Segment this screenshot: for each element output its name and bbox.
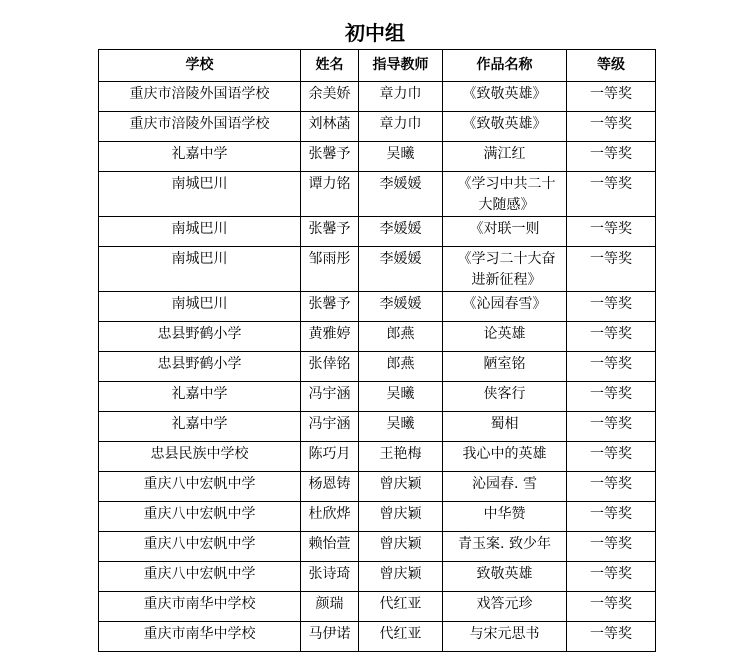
cell-work: 侠客行 xyxy=(443,382,567,412)
cell-work: 中华赞 xyxy=(443,502,567,532)
cell-level: 一等奖 xyxy=(567,382,656,412)
table-row xyxy=(99,172,656,217)
cell-teacher: 吴曦 xyxy=(359,142,443,172)
table-row xyxy=(99,322,656,352)
cell-teacher: 代红亚 xyxy=(359,592,443,622)
cell-work: 《沁园春雪》 xyxy=(443,292,567,322)
table-row xyxy=(99,562,656,592)
cell-school: 忠县民族中学校 xyxy=(99,442,301,472)
cell-work: 《致敬英雄》 xyxy=(443,82,567,112)
cell-school: 南城巴川 xyxy=(99,217,301,247)
cell-name: 杜欣烨 xyxy=(301,502,359,532)
cell-level: 一等奖 xyxy=(567,442,656,472)
cell-school: 忠县野鹤小学 xyxy=(99,352,301,382)
cell-work: 《对联一则 xyxy=(443,217,567,247)
cell-teacher: 李媛媛 xyxy=(359,217,443,247)
cell-name: 余美娇 xyxy=(301,82,359,112)
cell-school: 重庆八中宏帆中学 xyxy=(99,562,301,592)
cell-work: 沁园春. 雪 xyxy=(443,472,567,502)
cell-level: 一等奖 xyxy=(567,592,656,622)
cell-work: 论英雄 xyxy=(443,322,567,352)
cell-work: 《致敬英雄》 xyxy=(443,112,567,142)
cell-school: 南城巴川 xyxy=(99,247,301,292)
cell-name: 马伊诺 xyxy=(301,622,359,652)
table-row xyxy=(99,217,656,247)
header-name: 姓名 xyxy=(301,50,359,82)
cell-teacher: 王艳梅 xyxy=(359,442,443,472)
table-header-row xyxy=(99,50,656,82)
cell-level: 一等奖 xyxy=(567,172,656,217)
cell-work: 青玉案. 致少年 xyxy=(443,532,567,562)
table-row xyxy=(99,142,656,172)
cell-work: 致敬英雄 xyxy=(443,562,567,592)
cell-school: 礼嘉中学 xyxy=(99,382,301,412)
cell-teacher: 吴曦 xyxy=(359,382,443,412)
cell-teacher: 郎燕 xyxy=(359,352,443,382)
table-row xyxy=(99,502,656,532)
cell-teacher: 章力巾 xyxy=(359,82,443,112)
cell-level: 一等奖 xyxy=(567,322,656,352)
table-row xyxy=(99,442,656,472)
cell-teacher: 郎燕 xyxy=(359,322,443,352)
cell-name: 杨恩铸 xyxy=(301,472,359,502)
cell-name: 赖怡萱 xyxy=(301,532,359,562)
cell-name: 黄雅婷 xyxy=(301,322,359,352)
cell-teacher: 章力巾 xyxy=(359,112,443,142)
cell-teacher: 李媛媛 xyxy=(359,172,443,217)
cell-work: 《学习二十大奋进新征程》 xyxy=(443,247,567,292)
cell-work: 《学习中共二十大随感》 xyxy=(443,172,567,217)
cell-work: 我心中的英雄 xyxy=(443,442,567,472)
cell-work: 蜀相 xyxy=(443,412,567,442)
cell-work: 陋室铭 xyxy=(443,352,567,382)
cell-work: 与宋元思书 xyxy=(443,622,567,652)
cell-name: 颜瑞 xyxy=(301,592,359,622)
cell-level: 一等奖 xyxy=(567,142,656,172)
header-school: 学校 xyxy=(99,50,301,82)
cell-level: 一等奖 xyxy=(567,562,656,592)
cell-teacher: 曾庆颖 xyxy=(359,532,443,562)
cell-name: 张馨予 xyxy=(301,217,359,247)
cell-teacher: 李媛媛 xyxy=(359,292,443,322)
cell-level: 一等奖 xyxy=(567,472,656,502)
table-row xyxy=(99,112,656,142)
table-row xyxy=(99,292,656,322)
cell-school: 忠县野鹤小学 xyxy=(99,322,301,352)
table-row xyxy=(99,247,656,292)
cell-level: 一等奖 xyxy=(567,292,656,322)
cell-name: 张馨予 xyxy=(301,142,359,172)
cell-school: 重庆八中宏帆中学 xyxy=(99,472,301,502)
cell-school: 礼嘉中学 xyxy=(99,412,301,442)
awards-table xyxy=(98,49,656,652)
cell-name: 谭力铭 xyxy=(301,172,359,217)
cell-level: 一等奖 xyxy=(567,247,656,292)
table-row xyxy=(99,622,656,652)
cell-level: 一等奖 xyxy=(567,532,656,562)
cell-work: 满江红 xyxy=(443,142,567,172)
header-level: 等级 xyxy=(567,50,656,82)
cell-teacher: 代红亚 xyxy=(359,622,443,652)
cell-school: 南城巴川 xyxy=(99,172,301,217)
cell-school: 重庆市涪陵外国语学校 xyxy=(99,82,301,112)
cell-level: 一等奖 xyxy=(567,352,656,382)
table-row xyxy=(99,472,656,502)
cell-school: 重庆市涪陵外国语学校 xyxy=(99,112,301,142)
cell-school: 重庆市南华中学校 xyxy=(99,622,301,652)
cell-name: 张倖铭 xyxy=(301,352,359,382)
cell-name: 冯宇涵 xyxy=(301,412,359,442)
table-row xyxy=(99,382,656,412)
cell-school: 南城巴川 xyxy=(99,292,301,322)
cell-level: 一等奖 xyxy=(567,82,656,112)
cell-teacher: 曾庆颖 xyxy=(359,502,443,532)
table-row xyxy=(99,352,656,382)
header-work: 作品名称 xyxy=(443,50,567,82)
cell-name: 刘林菡 xyxy=(301,112,359,142)
cell-teacher: 曾庆颖 xyxy=(359,562,443,592)
page-title: 初中组 xyxy=(345,21,405,45)
cell-work: 戏答元珍 xyxy=(443,592,567,622)
cell-level: 一等奖 xyxy=(567,502,656,532)
cell-name: 冯宇涵 xyxy=(301,382,359,412)
cell-name: 陈巧月 xyxy=(301,442,359,472)
cell-name: 张诗琦 xyxy=(301,562,359,592)
cell-school: 重庆八中宏帆中学 xyxy=(99,502,301,532)
table-row xyxy=(99,82,656,112)
table-row xyxy=(99,412,656,442)
cell-teacher: 曾庆颖 xyxy=(359,472,443,502)
cell-teacher: 吴曦 xyxy=(359,412,443,442)
header-teacher: 指导教师 xyxy=(359,50,443,82)
cell-level: 一等奖 xyxy=(567,217,656,247)
cell-name: 张馨予 xyxy=(301,292,359,322)
cell-school: 礼嘉中学 xyxy=(99,142,301,172)
cell-school: 重庆市南华中学校 xyxy=(99,592,301,622)
table-row xyxy=(99,532,656,562)
cell-level: 一等奖 xyxy=(567,112,656,142)
cell-school: 重庆八中宏帆中学 xyxy=(99,532,301,562)
cell-name: 邹雨彤 xyxy=(301,247,359,292)
cell-teacher: 李媛媛 xyxy=(359,247,443,292)
cell-level: 一等奖 xyxy=(567,622,656,652)
table-row xyxy=(99,592,656,622)
cell-level: 一等奖 xyxy=(567,412,656,442)
